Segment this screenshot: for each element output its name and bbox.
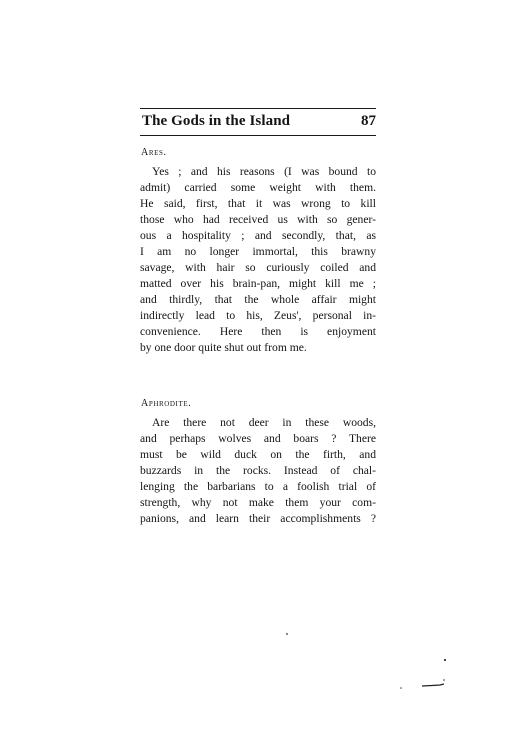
text-line: and perhaps wolves and boars ? There <box>140 432 376 445</box>
text-line: ous a hospitality ; and secondly, that, as <box>140 229 376 242</box>
text-line: Yes ; and his reasons (I was bound to <box>152 165 376 178</box>
scan-stroke <box>422 684 444 686</box>
text-line: admit) carried some weight with them. <box>140 181 376 194</box>
text-line: Are there not deer in these woods, <box>152 416 376 429</box>
page-number: 87 <box>361 113 376 129</box>
speaker-heading-ares: Ares. <box>141 147 167 158</box>
text-line: buzzards in the rocks. Instead of chal- <box>140 464 376 477</box>
text-line: I am no longer immortal, this brawny <box>140 245 376 258</box>
text-line: those who had received us with so gener- <box>140 213 376 226</box>
scan-speck <box>400 687 402 689</box>
speaker-heading-aphrodite: Aphrodite. <box>141 398 192 409</box>
text-line: strength, why not make them your com- <box>140 496 376 509</box>
text-line: convenience. Here then is enjoyment <box>140 325 376 338</box>
text-line: savage, with hair so curiously coiled and <box>140 261 376 274</box>
text-line: and thirdly, that the whole affair might <box>140 293 376 306</box>
text-line: He said, first, that it was wrong to kill <box>140 197 376 210</box>
scan-speck <box>286 633 288 635</box>
text-line: matted over his brain-pan, might kill me ; <box>140 277 376 290</box>
text-line: must be wild duck on the firth, and <box>140 448 376 461</box>
running-title: The Gods in the Island <box>142 113 291 129</box>
text-line: lenging the barbarians to a foolish trial of <box>140 480 376 493</box>
scan-speck <box>443 679 445 681</box>
scan-speck <box>444 659 446 661</box>
text-line: indirectly lead to his, Zeus', personal in- <box>140 309 376 322</box>
text-line: panions, and learn their accomplishments ? <box>140 512 376 525</box>
text-line: by one door quite shut out from me. <box>140 341 307 354</box>
